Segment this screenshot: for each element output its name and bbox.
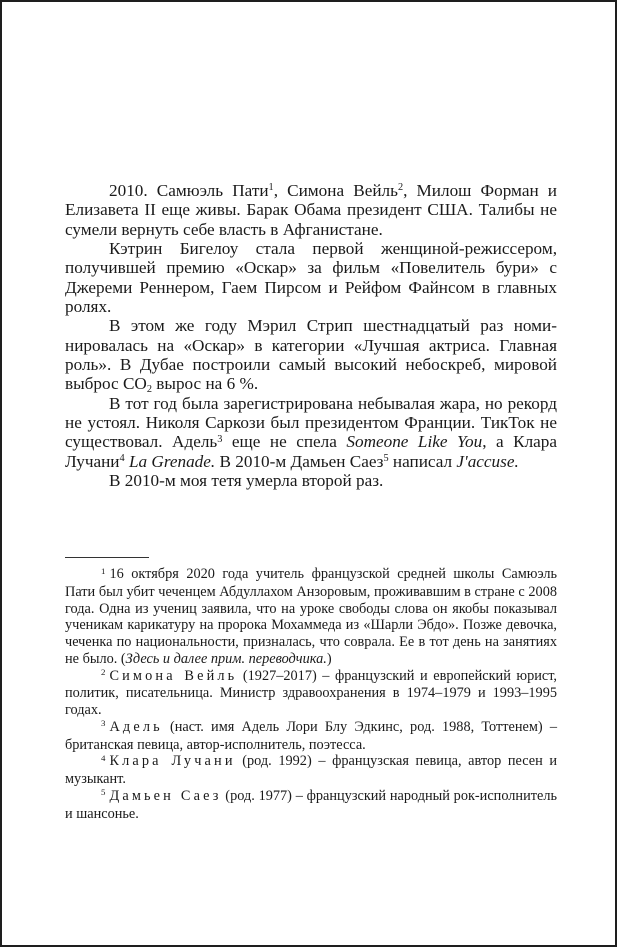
text-run: (1927–2017) – французский и европейский юрист, политик, писательница. Министр здравоохранения в 1974–1979 и 1993–1995 годах. bbox=[65, 667, 557, 718]
footnote-4 bbox=[65, 753, 557, 788]
text-run: 16 октября 2020 года учитель французской средней школы Самюэль Пати был убит чеченцем Абдуллахом Анзоровым, проживавшим в стране с 2008 года. Одна из учениц заявила, что на уроке свободы слова он якобы показывал ученикам карикатуру на пророка Мохаммеда из «Шарли Эбдо». Позже девочка, чеченка по национальности, призналась, что соврала. Ее в тот день на занятиях не было. ( bbox=[65, 566, 557, 667]
footnote-reference: 4 bbox=[119, 453, 125, 465]
subscript: 2 bbox=[146, 384, 152, 396]
text-run: (наст. имя Адель Лори Блу Эдкинс, род. 1988, Тоттенем) – британская певица, автор-исполнитель, поэтесса. bbox=[65, 718, 557, 753]
footnote-number: 3 bbox=[101, 718, 106, 729]
footnote-separator bbox=[65, 557, 149, 558]
body-paragraph bbox=[65, 181, 557, 239]
italic-title: Someone Like You bbox=[346, 432, 483, 452]
book-page bbox=[2, 2, 615, 945]
body-paragraph bbox=[65, 394, 557, 471]
italic-title: J'accuse. bbox=[456, 451, 519, 471]
footnote-2 bbox=[65, 668, 557, 719]
text-run: еще не спела bbox=[222, 432, 347, 452]
footnote-person-name: Дамьен Саез bbox=[109, 787, 222, 804]
footnotes bbox=[65, 566, 557, 822]
footnote-person-name: Клара Лучани bbox=[109, 753, 236, 770]
footnote-3 bbox=[65, 719, 557, 754]
footnote-number: 4 bbox=[101, 752, 106, 763]
text-run: (род. 1992) – французская певица, автор песен и музыкант. bbox=[65, 753, 557, 787]
italic-title: La Grenade. bbox=[128, 451, 216, 471]
footnote-person-name: Адель bbox=[109, 718, 163, 735]
text-run: , а Клара Лучани bbox=[65, 432, 557, 471]
text-run: (род. 1977) – французский народный рок-исполнитель и шансонье. bbox=[65, 787, 557, 822]
text-run: ) bbox=[326, 650, 332, 667]
text-run: , Симона Вейль bbox=[273, 181, 398, 200]
body-paragraph bbox=[65, 316, 557, 396]
text-run: вырос на 6 %. bbox=[151, 374, 259, 394]
text-run: , Милош Форман и Елизавета II еще живы. Барак Обама президент США. Талибы не сумели вернуть себе власть в Афганистане. bbox=[65, 181, 557, 239]
text-run: В этом же году Мэрил Стрип шестнадцатый раз номинировалась на «Оскар» в категории «Лучшая актриса. Главная роль». В Дубае построили самый высокий небоскреб, мировой выброс CO bbox=[65, 316, 557, 394]
footnote-reference: 3 bbox=[217, 433, 223, 445]
text-run: В 2010-м Дамьен Саез bbox=[215, 451, 384, 471]
body-paragraph bbox=[65, 239, 557, 316]
footnote-number: 2 bbox=[101, 667, 106, 678]
footnote-person-name: Симона Вейль bbox=[109, 667, 238, 684]
footnote-reference: 2 bbox=[397, 182, 404, 194]
footnote-5 bbox=[65, 788, 557, 823]
text-run: 2010. Самюэль Пати bbox=[109, 181, 269, 200]
body-paragraph bbox=[65, 471, 557, 490]
text-run: написал bbox=[388, 451, 457, 471]
italic-title: Здесь и далее прим. переводчика. bbox=[125, 650, 327, 667]
footnote-number: 5 bbox=[101, 787, 106, 798]
footnote-1 bbox=[65, 566, 557, 668]
footnote-reference: 1 bbox=[268, 182, 274, 194]
footnote-number: 1 bbox=[101, 565, 106, 576]
text-run: Кэтрин Бигелоу стала первой женщиной-режиссером, получившей премию «Оскар» за фильм «Повелитель бури» с Джереми Реннером, Гаем Пирсом и Рейфом Файнсом в главных ролях. bbox=[65, 239, 557, 317]
footnote-reference: 5 bbox=[383, 453, 389, 465]
body-text bbox=[65, 181, 557, 491]
text-run: В тот год была зарегистрирована небывалая жара, но рекорд не устоял. Николя Саркози был президентом Франции. ТикТок не существовал. Адель bbox=[65, 393, 557, 452]
text-run: В 2010-м моя тетя умерла второй раз. bbox=[109, 471, 384, 491]
